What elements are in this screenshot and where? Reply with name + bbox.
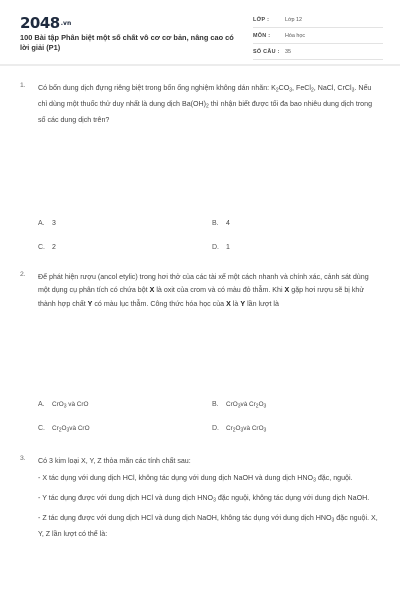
page-header xyxy=(0,0,400,66)
page-title: 100 Bài tập Phân biệt một số chất vô cơ cơ bản, nâng cao có lời giải (P1) xyxy=(20,33,234,52)
site-logo[interactable]: 2048.vn xyxy=(20,14,72,32)
meta-value: Lớp 12 xyxy=(285,17,303,23)
meta-key: MÔN : xyxy=(253,33,271,39)
meta-value: 35 xyxy=(285,49,291,55)
meta-row-subject xyxy=(253,31,383,44)
meta-key: SỐ CÂU : xyxy=(253,49,280,55)
property-x: - X tác dụng với dung dịch HCl, không tác dụng với dung dịch NaOH và dung dịch $HNO_3$ đặc, nguội. xyxy=(38,474,353,484)
meta-row-count xyxy=(253,47,383,60)
question-number: 2. xyxy=(20,271,26,278)
question-intro: Có 3 kim loại X, Y, Z thỏa mãn các tính chất sau: xyxy=(38,457,191,465)
option-d[interactable]: D. $Cr_2O_3và$ CrO$_3$ xyxy=(212,425,267,434)
property-y: - Y tác dụng được với dung dịch HCl và dung dịch $HNO_3$ đặc nguội, không tác dụng với dung dịch NaOH. xyxy=(38,494,370,504)
question-text xyxy=(38,455,381,546)
meta-info xyxy=(253,15,383,63)
option-b[interactable]: B. 4 xyxy=(212,220,230,227)
question-1 xyxy=(20,82,385,262)
question-2 xyxy=(20,271,385,441)
question-number: 3. xyxy=(20,455,26,462)
question-text: Để phát hiện rượu (ancol etylic) trong hơi thở của các tài xế một cách nhanh và chính xác, cảnh sát dùng một dụng cụ phân tích có chứa bột X là oxit của crom và có màu đỏ thẫm. Khi X gặp hơi rượu sẽ bị khử thành hợp chất Y có màu lục thẫm. Công thức hóa học của X là Y lần lượt là xyxy=(38,273,369,308)
question-text: Có bốn dung dịch đựng riêng biệt trong bốn ống nghiệm không dán nhãn: $K_2CO_3$, FeCl$_2$, NaCl, CrCl$_3$. Nếu chỉ dùng một thuốc thử duy nhất là dung dịch $Ba(OH)_2$ thì nhận biết được tối đa bao nhiêu dung dịch trong số các dung dịch trên? xyxy=(38,84,373,124)
meta-row-class xyxy=(253,15,383,28)
meta-value: Hóa học xyxy=(285,33,306,39)
question-number: 1. xyxy=(20,82,26,89)
meta-key: LỚP : xyxy=(253,17,270,23)
question-3 xyxy=(20,455,385,600)
option-d[interactable]: D. 1 xyxy=(212,244,230,251)
option-c[interactable]: C. $Cr_2O_3và$ CrO xyxy=(38,425,90,434)
option-a[interactable]: A. 3 xyxy=(38,220,56,227)
option-b[interactable]: B. CrO$_3$và $Cr_2O_3$ xyxy=(212,401,267,410)
property-z: - Z tác dụng được với dung dịch HCl và dung dịch NaOH, không tác dụng với dung dịch $HNO_3$ đặc nguội. X, Y, Z lần lượt có thể là: xyxy=(38,514,378,539)
option-c[interactable]: C. 2 xyxy=(38,244,56,251)
option-a[interactable]: A. CrO$_3$ và CrO xyxy=(38,401,89,410)
header-divider xyxy=(0,64,400,66)
